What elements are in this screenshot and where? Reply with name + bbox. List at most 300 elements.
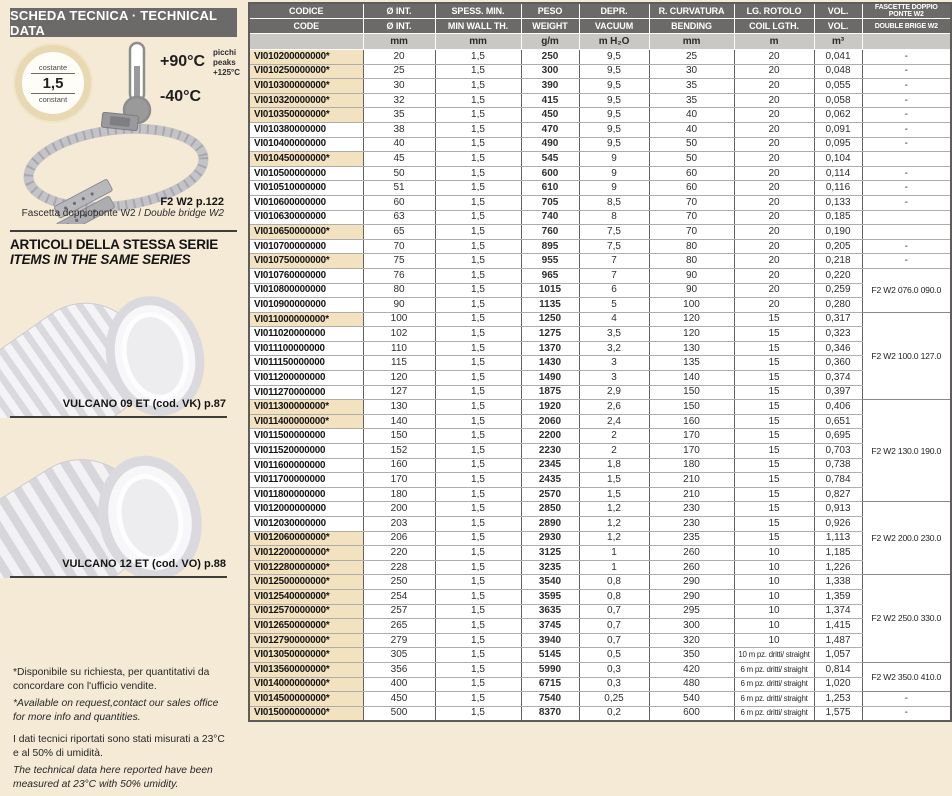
value-cell: 15: [734, 327, 814, 342]
value-cell: 220: [363, 546, 435, 561]
value-cell: 127: [363, 385, 435, 400]
value-cell: 0,7: [579, 619, 649, 634]
code-cell: VI010450000000*: [249, 152, 363, 167]
value-cell: 10 m pz. dritti/ straight: [734, 648, 814, 663]
value-cell: 0,190: [814, 225, 862, 240]
value-cell: 115: [363, 356, 435, 371]
value-cell: 50: [649, 152, 734, 167]
value-cell: 210: [649, 487, 734, 502]
table-row: [249, 356, 951, 371]
value-cell: 20: [734, 239, 814, 254]
value-cell: 0,104: [814, 152, 862, 167]
value-cell: 0,220: [814, 268, 862, 283]
clamp-group-cell: F2 W2 076.0 090.0: [862, 268, 951, 312]
value-cell: 2345: [521, 458, 579, 473]
value-cell: 295: [649, 604, 734, 619]
value-cell: 30: [363, 79, 435, 94]
code-cell: VI010200000000*: [249, 50, 363, 65]
value-cell: 1,5: [435, 283, 521, 298]
value-cell: 1,5: [435, 64, 521, 79]
value-cell: 51: [363, 181, 435, 196]
clamp-page-ref: F2 W2 p.122: [160, 196, 224, 208]
value-cell: 7,5: [579, 239, 649, 254]
value-cell: 40: [649, 122, 734, 137]
value-cell: 206: [363, 531, 435, 546]
clamp-group-cell: F2 W2 130.0 190.0: [862, 400, 951, 502]
table-row: [249, 137, 951, 152]
value-cell: 80: [363, 283, 435, 298]
code-cell: VI011700000000: [249, 473, 363, 488]
value-cell: 3: [579, 371, 649, 386]
value-cell: 1,5: [435, 444, 521, 459]
value-cell: 0,3: [579, 662, 649, 677]
value-cell: 15: [734, 341, 814, 356]
value-cell: 6: [579, 283, 649, 298]
value-cell: 1,5: [435, 619, 521, 634]
value-cell: 2230: [521, 444, 579, 459]
hose-photo-vulcano-09: [0, 268, 235, 418]
value-cell: 0,814: [814, 662, 862, 677]
value-cell: 135: [649, 356, 734, 371]
value-cell: 20: [734, 137, 814, 152]
code-cell: VI010320000000*: [249, 93, 363, 108]
value-cell: 63: [363, 210, 435, 225]
value-cell: 1,5: [435, 414, 521, 429]
value-cell: 20: [363, 50, 435, 65]
value-cell: 1,5: [435, 356, 521, 371]
value-cell: 705: [521, 195, 579, 210]
clamp-group-cell: F2 W2 200.0 230.0: [862, 502, 951, 575]
clamp-cell: [862, 152, 951, 167]
value-cell: 1,5: [435, 79, 521, 94]
value-cell: 1,5: [435, 122, 521, 137]
table-header-cell: BENDING: [649, 19, 734, 34]
value-cell: 0,7: [579, 604, 649, 619]
value-cell: 0,062: [814, 108, 862, 123]
value-cell: 0,913: [814, 502, 862, 517]
table-row: [249, 50, 951, 65]
value-cell: 100: [363, 312, 435, 327]
value-cell: 6 m pz. dritti/ straight: [734, 677, 814, 692]
series-heading-it: ARTICOLI DELLA STESSA SERIE: [10, 237, 219, 252]
table-row: [249, 575, 951, 590]
code-cell: VI012000000000: [249, 502, 363, 517]
value-cell: 1,5: [435, 648, 521, 663]
value-cell: 32: [363, 93, 435, 108]
value-cell: 8,5: [579, 195, 649, 210]
value-cell: 1,374: [814, 604, 862, 619]
table-header-cell: m³: [814, 34, 862, 50]
value-cell: 1275: [521, 327, 579, 342]
code-cell: VI011400000000*: [249, 414, 363, 429]
value-cell: 9: [579, 181, 649, 196]
value-cell: 8370: [521, 706, 579, 721]
value-cell: 15: [734, 517, 814, 532]
table-header: [249, 3, 951, 50]
value-cell: 1,5: [435, 531, 521, 546]
value-cell: 15: [734, 400, 814, 415]
value-cell: 9,5: [579, 50, 649, 65]
table-row: [249, 531, 951, 546]
value-cell: 0,185: [814, 210, 862, 225]
value-cell: 15: [734, 473, 814, 488]
divider: [10, 576, 227, 578]
table-header-row: [249, 34, 951, 50]
value-cell: 0,317: [814, 312, 862, 327]
value-cell: 1,057: [814, 648, 862, 663]
value-cell: 254: [363, 589, 435, 604]
value-cell: 0,323: [814, 327, 862, 342]
badge-label-it: costante: [38, 62, 68, 72]
clamp-cell: -: [862, 122, 951, 137]
table-header-cell: DEPR.: [579, 3, 649, 19]
value-cell: 0,055: [814, 79, 862, 94]
code-cell: VI012280000000*: [249, 560, 363, 575]
value-cell: 1,5: [435, 575, 521, 590]
value-cell: 1,5: [435, 108, 521, 123]
sidebar: [0, 0, 248, 791]
value-cell: 1,5: [435, 604, 521, 619]
value-cell: 15: [734, 414, 814, 429]
clamp-cell: -: [862, 166, 951, 181]
value-cell: 6 m pz. dritti/ straight: [734, 706, 814, 721]
value-cell: 10: [734, 546, 814, 561]
value-cell: 895: [521, 239, 579, 254]
table-row: [249, 93, 951, 108]
value-cell: 250: [363, 575, 435, 590]
code-cell: VI011800000000: [249, 487, 363, 502]
table-header-cell: VOL.: [814, 19, 862, 34]
value-cell: 480: [649, 677, 734, 692]
code-cell: VI014500000000*: [249, 692, 363, 707]
value-cell: 0,041: [814, 50, 862, 65]
value-cell: 1,5: [579, 487, 649, 502]
value-cell: 0,8: [579, 575, 649, 590]
value-cell: 500: [363, 706, 435, 721]
table-row: [249, 152, 951, 167]
value-cell: 2: [579, 429, 649, 444]
value-cell: 9: [579, 166, 649, 181]
value-cell: 20: [734, 166, 814, 181]
footnotes: [13, 666, 228, 796]
value-cell: 2: [579, 444, 649, 459]
table-header-cell: R. CURVATURA: [649, 3, 734, 19]
value-cell: 0,058: [814, 93, 862, 108]
value-cell: 60: [649, 181, 734, 196]
table-row: [249, 444, 951, 459]
value-cell: 15: [734, 356, 814, 371]
table-row: [249, 371, 951, 386]
value-cell: 1,5: [435, 692, 521, 707]
code-cell: VI010650000000*: [249, 225, 363, 240]
value-cell: 400: [363, 677, 435, 692]
table-header-cell: DOUBLE BRIGE W2: [862, 19, 951, 34]
clamp-cell: -: [862, 181, 951, 196]
value-cell: 70: [649, 225, 734, 240]
code-cell: VI010700000000: [249, 239, 363, 254]
value-cell: 210: [649, 473, 734, 488]
value-cell: 1,5: [435, 254, 521, 269]
value-cell: 160: [649, 414, 734, 429]
value-cell: 30: [649, 64, 734, 79]
table-header-cell: FASCETTE DOPPIO PONTE W2: [862, 3, 951, 19]
value-cell: 0,703: [814, 444, 862, 459]
value-cell: 1,5: [435, 706, 521, 721]
value-cell: 450: [521, 108, 579, 123]
value-cell: 180: [649, 458, 734, 473]
value-cell: 76: [363, 268, 435, 283]
value-cell: 1,5: [435, 152, 521, 167]
value-cell: 305: [363, 648, 435, 663]
value-cell: 80: [649, 239, 734, 254]
table-row: [249, 706, 951, 721]
table-header-cell: MIN WALL TH.: [435, 19, 521, 34]
clamp-cell: -: [862, 79, 951, 94]
code-cell: VI011520000000: [249, 444, 363, 459]
table-row: [249, 181, 951, 196]
constant-wall-badge: [15, 45, 91, 121]
value-cell: 250: [521, 50, 579, 65]
value-cell: 75: [363, 254, 435, 269]
value-cell: 1,5: [579, 473, 649, 488]
value-cell: 6 m pz. dritti/ straight: [734, 692, 814, 707]
value-cell: 15: [734, 531, 814, 546]
table-header-cell: SPESS. MIN.: [435, 3, 521, 19]
value-cell: 35: [363, 108, 435, 123]
value-cell: 1,5: [435, 633, 521, 648]
value-cell: 8: [579, 210, 649, 225]
value-cell: 170: [649, 444, 734, 459]
value-cell: 7540: [521, 692, 579, 707]
code-cell: VI011100000000: [249, 341, 363, 356]
clamp-cell: -: [862, 93, 951, 108]
table-row: [249, 79, 951, 94]
value-cell: 0,048: [814, 64, 862, 79]
value-cell: 1,226: [814, 560, 862, 575]
value-cell: 1250: [521, 312, 579, 327]
clamp-cell: -: [862, 692, 951, 707]
table-row: [249, 195, 951, 210]
clamp-cell: [862, 225, 951, 240]
clamp-cell: -: [862, 706, 951, 721]
footnote-availability-en: *Available on request,contact our sales office for more info and quantities.: [13, 698, 219, 723]
table-header-cell: [862, 34, 951, 50]
value-cell: 545: [521, 152, 579, 167]
code-cell: VI011270000000: [249, 385, 363, 400]
value-cell: 2,4: [579, 414, 649, 429]
value-cell: 40: [649, 108, 734, 123]
value-cell: 1,8: [579, 458, 649, 473]
value-cell: 540: [649, 692, 734, 707]
value-cell: 2060: [521, 414, 579, 429]
clamp-cell: -: [862, 108, 951, 123]
value-cell: 260: [649, 546, 734, 561]
code-cell: VI012060000000*: [249, 531, 363, 546]
table-row: [249, 385, 951, 400]
value-cell: 0,651: [814, 414, 862, 429]
value-cell: 600: [521, 166, 579, 181]
value-cell: 20: [734, 122, 814, 137]
value-cell: 235: [649, 531, 734, 546]
value-cell: 10: [734, 619, 814, 634]
value-cell: 1,5: [435, 312, 521, 327]
value-cell: 130: [649, 341, 734, 356]
footnote-availability-it: *Disponibile su richiesta, per quantitativi da concordare con l'ufficio vendite.: [13, 667, 210, 692]
value-cell: 760: [521, 225, 579, 240]
value-cell: 1,5: [435, 517, 521, 532]
value-cell: 1,5: [435, 546, 521, 561]
value-cell: 9,5: [579, 122, 649, 137]
table-row: [249, 254, 951, 269]
table-header-cell: mm: [363, 34, 435, 50]
value-cell: 20: [734, 64, 814, 79]
value-cell: 150: [363, 429, 435, 444]
table-row: [249, 400, 951, 415]
code-cell: VI011200000000: [249, 371, 363, 386]
value-cell: 0,133: [814, 195, 862, 210]
value-cell: 9,5: [579, 79, 649, 94]
hose-caption-vulcano-09: VULCANO 09 ET (cod. VK) p.87: [62, 398, 226, 410]
code-cell: VI010510000000: [249, 181, 363, 196]
series-heading-en: ITEMS IN THE SAME SERIES: [10, 252, 191, 267]
clamp-group-cell: F2 W2 100.0 127.0: [862, 312, 951, 400]
clamp-cell: -: [862, 195, 951, 210]
value-cell: 0,374: [814, 371, 862, 386]
value-cell: 0,114: [814, 166, 862, 181]
table-row: [249, 122, 951, 137]
value-cell: 2850: [521, 502, 579, 517]
value-cell: 279: [363, 633, 435, 648]
table-row: [249, 312, 951, 327]
value-cell: 0,397: [814, 385, 862, 400]
footnote-conditions-en: The technical data here reported have been measured at 23°C with 50% umidity.: [13, 765, 213, 791]
value-cell: 40: [363, 137, 435, 152]
value-cell: 15: [734, 371, 814, 386]
table-row: [249, 225, 951, 240]
value-cell: 257: [363, 604, 435, 619]
table-row: [249, 341, 951, 356]
value-cell: 35: [649, 93, 734, 108]
value-cell: 130: [363, 400, 435, 415]
value-cell: 1,185: [814, 546, 862, 561]
value-cell: 300: [521, 64, 579, 79]
table-row: [249, 268, 951, 283]
table-header-cell: Ø INT.: [363, 3, 435, 19]
table-row: [249, 692, 951, 707]
code-cell: VI011020000000: [249, 327, 363, 342]
technical-data-table: [248, 2, 950, 722]
value-cell: 9,5: [579, 64, 649, 79]
value-cell: 390: [521, 79, 579, 94]
table-row: [249, 108, 951, 123]
page-title: SCHEDA TECNICA · TECHNICAL DATA: [10, 8, 237, 37]
code-cell: VI012540000000*: [249, 589, 363, 604]
value-cell: 740: [521, 210, 579, 225]
value-cell: 170: [363, 473, 435, 488]
divider: [10, 416, 227, 418]
value-cell: 1,5: [435, 137, 521, 152]
table-row: [249, 560, 951, 575]
clamp-cell: [862, 210, 951, 225]
code-cell: VI010500000000: [249, 166, 363, 181]
value-cell: 7: [579, 268, 649, 283]
table-row: [249, 64, 951, 79]
code-cell: VI010350000000*: [249, 108, 363, 123]
value-cell: 3745: [521, 619, 579, 634]
value-cell: 0,346: [814, 341, 862, 356]
value-cell: 1370: [521, 341, 579, 356]
code-cell: VI012030000000: [249, 517, 363, 532]
table-row: [249, 662, 951, 677]
value-cell: 20: [734, 50, 814, 65]
hose-photo-vulcano-12: [0, 428, 235, 578]
value-cell: 9,5: [579, 93, 649, 108]
value-cell: 1,113: [814, 531, 862, 546]
value-cell: 25: [363, 64, 435, 79]
value-cell: 3540: [521, 575, 579, 590]
clamp-group-cell: F2 W2 250.0 330.0: [862, 575, 951, 663]
code-cell: VI011500000000: [249, 429, 363, 444]
value-cell: 1920: [521, 400, 579, 415]
clamp-cell: -: [862, 137, 951, 152]
value-cell: 0,827: [814, 487, 862, 502]
value-cell: 10: [734, 589, 814, 604]
value-cell: 102: [363, 327, 435, 342]
value-cell: 1,338: [814, 575, 862, 590]
value-cell: 1,5: [435, 662, 521, 677]
value-cell: 1,5: [435, 327, 521, 342]
value-cell: 1,5: [435, 458, 521, 473]
value-cell: 1,5: [435, 239, 521, 254]
value-cell: 955: [521, 254, 579, 269]
code-cell: VI014000000000*: [249, 677, 363, 692]
code-cell: VI013050000000*: [249, 648, 363, 663]
value-cell: 9,5: [579, 108, 649, 123]
value-cell: 1,5: [435, 50, 521, 65]
value-cell: 9: [579, 152, 649, 167]
value-cell: 50: [649, 137, 734, 152]
value-cell: 170: [649, 429, 734, 444]
value-cell: 265: [363, 619, 435, 634]
value-cell: 15: [734, 312, 814, 327]
value-cell: 1430: [521, 356, 579, 371]
value-cell: 60: [649, 166, 734, 181]
code-cell: VI012200000000*: [249, 546, 363, 561]
table-row: [249, 414, 951, 429]
badge-label-en: constant: [38, 94, 68, 104]
table-header-cell: mm: [649, 34, 734, 50]
value-cell: 1,5: [435, 225, 521, 240]
table-header-cell: WEIGHT: [521, 19, 579, 34]
temp-peaks-label: picchi peaks +125°C: [213, 48, 240, 77]
value-cell: 3,2: [579, 341, 649, 356]
value-cell: 140: [363, 414, 435, 429]
table-row: [249, 283, 951, 298]
value-cell: 80: [649, 254, 734, 269]
value-cell: 0,280: [814, 298, 862, 313]
value-cell: 1,5: [435, 473, 521, 488]
value-cell: 0,3: [579, 677, 649, 692]
value-cell: 1,2: [579, 502, 649, 517]
value-cell: 1,487: [814, 633, 862, 648]
table-row: [249, 633, 951, 648]
code-cell: VI012790000000*: [249, 633, 363, 648]
value-cell: 20: [734, 254, 814, 269]
table-header-cell: COIL LGTH.: [734, 19, 814, 34]
table-row: [249, 166, 951, 181]
value-cell: 1,5: [435, 93, 521, 108]
value-cell: 20: [734, 79, 814, 94]
